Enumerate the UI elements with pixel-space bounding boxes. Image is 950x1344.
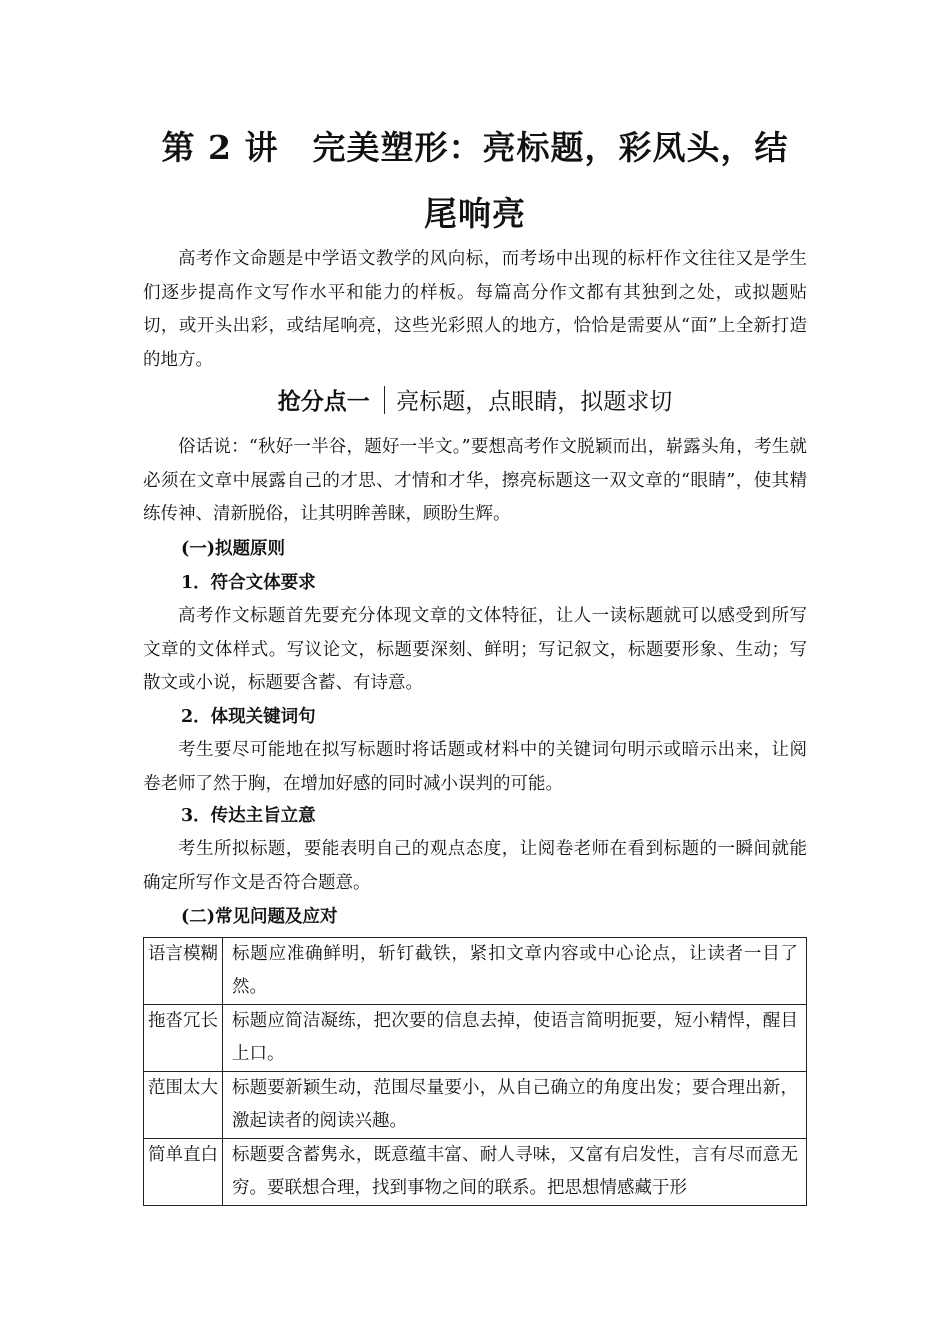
saying-paragraph: 俗话说：“秋好一半谷，题好一半文。”要想高考作文脱颖而出，崭露头角，考生就必须在文章中展露自己的才思、才情和才华，擦亮标题这一双文章的“眼睛”，使其精练传神、清新脱俗，让其明眸善睐，顾盼生辉。	[143, 437, 807, 524]
principle-text-2: 考生要尽可能地在拟写标题时将话题或材料中的关键词句明示或暗示出来，让阅卷老师了然于胸，在增加好感的同时减小误判的可能。	[143, 740, 807, 794]
intro-paragraph: 高考作文命题是中学语文教学的风向标，而考场中出现的标杆作文往往又是学生们逐步提高作文写作水平和能力的样板。每篇高分作文都有其独到之处，或拟题贴切，或开头出彩，或结尾响亮，这些光彩照人的地方，恰恰是需要从“面”上全新打造的地方。	[143, 249, 807, 370]
problems-heading: (二)常见问题及应对	[181, 907, 338, 927]
solution-cell: 标题要新颖生动，范围尽量要小，从自己确立的角度出发；要合理出新，激起读者的阅读兴趣。	[223, 1072, 807, 1139]
principle-heading-3: 3．传达主旨立意	[181, 806, 316, 826]
solution-cell: 标题要含蓄隽永，既意蕴丰富、耐人寻味，又富有启发性，言有尽而意无穷。要联想合理，找到事物之间的联系。把思想情感藏于形	[223, 1139, 807, 1206]
section-subtitle: 亮标题，点眼睛，拟题求切	[396, 389, 673, 415]
section-label: 抢分点一	[277, 389, 370, 415]
problem-cell: 语言模糊	[144, 938, 223, 1005]
problems-table	[143, 937, 807, 1206]
page-title-line-2: 尾响亮	[424, 194, 526, 233]
problem-cell: 拖沓冗长	[144, 1005, 223, 1072]
table-row	[144, 1139, 807, 1206]
principle-text-3: 考生所拟标题，要能表明自己的观点态度，让阅卷老师在看到标题的一瞬间就能确定所写作文是否符合题意。	[143, 839, 807, 893]
principle-text-1: 高考作文标题首先要充分体现文章的文体特征，让人一读标题就可以感受到所写文章的文体样式。写议论文，标题要深刻、鲜明；写记叙文，标题要形象、生动；写散文或小说，标题要含蓄、有诗意。	[143, 606, 807, 693]
section-heading	[0, 385, 950, 419]
solution-cell: 标题应简洁凝练，把次要的信息去掉，使语言简明扼要，短小精悍，醒目上口。	[223, 1005, 807, 1072]
section-divider	[384, 386, 386, 414]
principle-heading-2: 2．体现关键词句	[181, 707, 316, 727]
table-row	[144, 1072, 807, 1139]
table-row	[144, 1005, 807, 1072]
principle-heading-1: 1．符合文体要求	[181, 573, 316, 593]
problem-cell: 简单直白	[144, 1139, 223, 1206]
table-row	[144, 938, 807, 1005]
page-title-line-1: 第 2 讲 完美塑形：亮标题，彩凤头，结	[161, 128, 789, 167]
solution-cell: 标题应准确鲜明，斩钉截铁，紧扣文章内容或中心论点，让读者一目了然。	[223, 938, 807, 1005]
principles-heading: (一)拟题原则	[181, 539, 286, 559]
problem-cell: 范围太大	[144, 1072, 223, 1139]
